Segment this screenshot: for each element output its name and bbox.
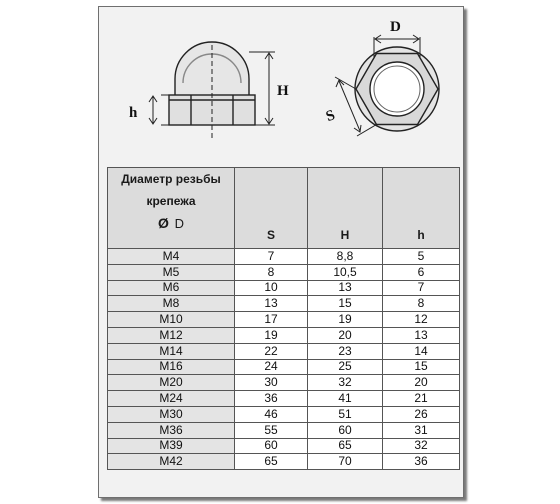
size-cell: M12	[108, 327, 235, 343]
s-cell: 22	[235, 343, 308, 359]
s-cell: 55	[235, 422, 308, 438]
h-cell: 32	[383, 438, 460, 454]
s-cell: 60	[235, 438, 308, 454]
table-row	[108, 249, 460, 265]
table-row	[108, 406, 460, 422]
size-cell: M20	[108, 375, 235, 391]
table-body	[108, 249, 460, 470]
diameter-header-line2: крепежа	[146, 194, 196, 208]
size-cell: M14	[108, 343, 235, 359]
H-cell: 70	[308, 454, 383, 470]
table-header-row	[108, 168, 460, 249]
H-cell: 25	[308, 359, 383, 375]
diameter-header-line1: Диаметр резьбы	[121, 172, 221, 186]
D-dimension-label: D	[390, 19, 401, 35]
H-cell: 23	[308, 343, 383, 359]
size-cell: M39	[108, 438, 235, 454]
h-cell: 14	[383, 343, 460, 359]
h-cell: 13	[383, 327, 460, 343]
s-cell: 24	[235, 359, 308, 375]
spec-sheet	[98, 6, 464, 498]
size-cell: M36	[108, 422, 235, 438]
size-cell: M5	[108, 264, 235, 280]
cap-nut-drawing	[99, 7, 465, 162]
table-row	[108, 327, 460, 343]
column-header-s: S	[235, 168, 308, 249]
size-cell: M42	[108, 454, 235, 470]
column-header-h: h	[383, 168, 460, 249]
technical-drawing	[99, 7, 465, 162]
s-cell: 17	[235, 312, 308, 328]
H-cell: 20	[308, 327, 383, 343]
size-cell: M16	[108, 359, 235, 375]
s-cell: 46	[235, 406, 308, 422]
H-cell: 15	[308, 296, 383, 312]
table-row	[108, 296, 460, 312]
side-view	[149, 42, 275, 141]
H-cell: 65	[308, 438, 383, 454]
table-row	[108, 375, 460, 391]
size-cell: M24	[108, 391, 235, 407]
table-row	[108, 438, 460, 454]
table-row	[108, 343, 460, 359]
s-cell: 8	[235, 264, 308, 280]
table-row	[108, 454, 460, 470]
diameter-letter: D	[174, 216, 184, 231]
s-cell: 10	[235, 280, 308, 296]
H-cell: 41	[308, 391, 383, 407]
H-cell: 19	[308, 312, 383, 328]
diameter-symbol-row	[108, 212, 234, 235]
column-header-H: H	[308, 168, 383, 249]
s-cell: 13	[235, 296, 308, 312]
h-cell: 6	[383, 264, 460, 280]
H-cell: 60	[308, 422, 383, 438]
s-cell: 7	[235, 249, 308, 265]
table-row	[108, 391, 460, 407]
s-cell: 36	[235, 391, 308, 407]
table-row	[108, 312, 460, 328]
table-row	[108, 280, 460, 296]
table-row	[108, 422, 460, 438]
H-cell: 8,8	[308, 249, 383, 265]
h-cell: 26	[383, 406, 460, 422]
H-cell: 10,5	[308, 264, 383, 280]
s-cell: 19	[235, 327, 308, 343]
H-cell: 13	[308, 280, 383, 296]
top-view	[335, 35, 439, 136]
diameter-header	[108, 168, 235, 249]
size-cell: M30	[108, 406, 235, 422]
h-cell: 20	[383, 375, 460, 391]
size-cell: M8	[108, 296, 235, 312]
h-cell: 15	[383, 359, 460, 375]
diameter-symbol: Ø	[158, 215, 169, 231]
s-cell: 30	[235, 375, 308, 391]
h-cell: 8	[383, 296, 460, 312]
dimensions-table	[107, 167, 460, 470]
table-row	[108, 264, 460, 280]
size-cell: M4	[108, 249, 235, 265]
H-dimension-label: H	[277, 83, 289, 99]
h-cell: 7	[383, 280, 460, 296]
h-cell: 31	[383, 422, 460, 438]
h-cell: 21	[383, 391, 460, 407]
h-cell: 36	[383, 454, 460, 470]
H-cell: 51	[308, 406, 383, 422]
H-cell: 32	[308, 375, 383, 391]
s-cell: 65	[235, 454, 308, 470]
h-cell: 5	[383, 249, 460, 265]
h-cell: 12	[383, 312, 460, 328]
size-cell: M6	[108, 280, 235, 296]
table-row	[108, 359, 460, 375]
size-cell: M10	[108, 312, 235, 328]
S-dimension-label: S	[323, 107, 338, 126]
h-dimension-label: h	[129, 105, 138, 121]
